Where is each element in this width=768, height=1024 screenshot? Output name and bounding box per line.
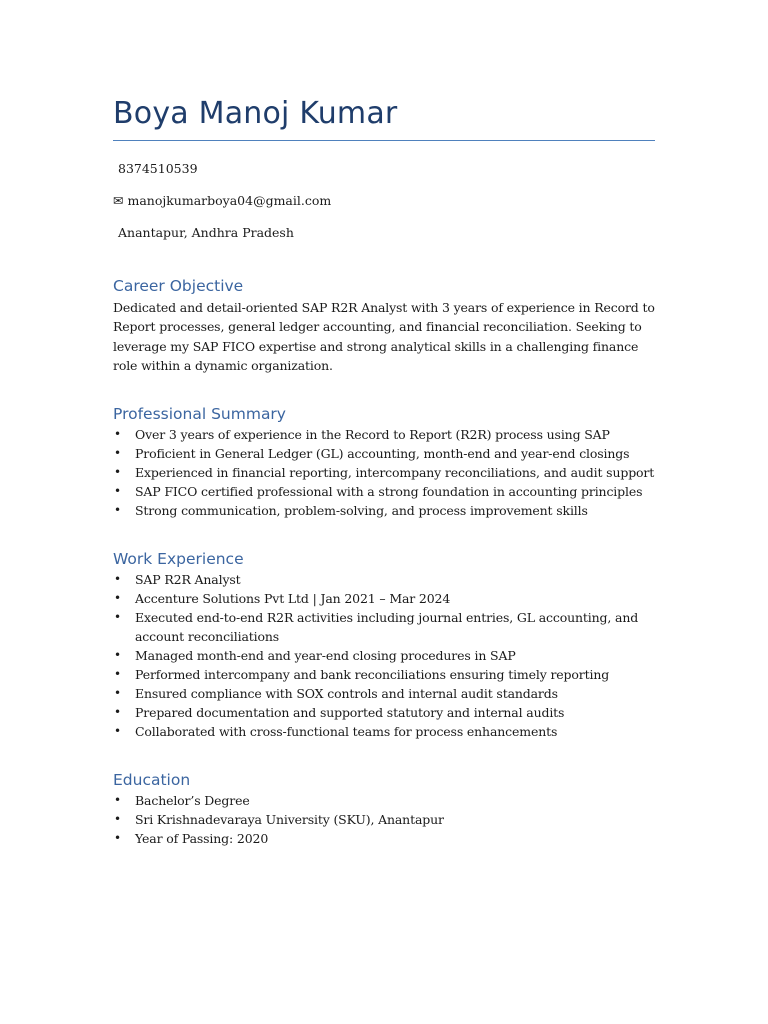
bullet-icon: • [114, 572, 121, 587]
list-item: • Proficient in General Ledger (GL) accounting, month-end and year-end closings [114, 446, 630, 462]
bullet-icon: • [114, 667, 121, 682]
list-item: • Performed intercompany and bank reconciliations ensuring timely reporting [114, 667, 610, 683]
email-address: manojkumarboya04@gmail.com [127, 193, 332, 208]
bullet-icon: • [114, 793, 121, 808]
list-item: • SAP FICO certified professional with a strong foundation in accounting principles [114, 484, 643, 500]
envelope-icon: ✉ [113, 193, 124, 208]
list-item: • Experienced in financial reporting, intercompany reconciliations, and audit support [114, 465, 655, 481]
list-item: • Year of Passing: 2020 [114, 831, 269, 847]
professional-summary-list [113, 425, 655, 520]
list-item: • Accenture Solutions Pvt Ltd | Jan 2021 – Mar 2024 [114, 591, 451, 607]
location: Anantapur, Andhra Pradesh [118, 225, 294, 240]
work-experience-heading: Work Experience [113, 550, 244, 569]
list-item: • SAP R2R Analyst [114, 572, 241, 588]
email-line [113, 193, 655, 209]
bullet-icon: • [114, 427, 121, 442]
list-item: • Executed end-to-end R2R activities including journal entries, GL accounting, and account reconciliations [114, 610, 639, 645]
bullet-icon: • [114, 686, 121, 701]
bullet-icon: • [114, 705, 121, 720]
resume-page [113, 92, 655, 848]
bullet-icon: • [114, 591, 121, 606]
candidate-name: Boya Manoj Kumar [113, 96, 398, 131]
career-objective-text: Dedicated and detail-oriented SAP R2R Analyst with 3 years of experience in Record to Report processes, general ledger accounting, and financial reconciliation. Seeking to leverage my SAP FICO expertise and strong analytical skills in a challenging finance role within a dynamic organization. [113, 300, 655, 373]
bullet-icon: • [114, 503, 121, 518]
list-item: • Managed month-end and year-end closing procedures in SAP [114, 648, 516, 664]
phone-number: 8374510539 [118, 161, 198, 176]
career-objective-heading: Career Objective [113, 277, 244, 295]
list-item: • Collaborated with cross-functional teams for process enhancements [114, 724, 558, 740]
professional-summary-heading: Professional Summary [113, 405, 286, 424]
bullet-icon: • [114, 484, 121, 499]
list-item: • Over 3 years of experience in the Record to Report (R2R) process using SAP [114, 427, 610, 443]
education-list [113, 791, 655, 848]
list-item: • Sri Krishnadevaraya University (SKU), Anantapur [114, 812, 444, 828]
bullet-icon: • [114, 446, 121, 461]
list-item: • Ensured compliance with SOX controls and internal audit standards [114, 686, 558, 702]
list-item: • Strong communication, problem-solving, and process improvement skills [114, 503, 588, 519]
list-item: • Prepared documentation and supported statutory and internal audits [114, 705, 565, 721]
list-item: • Bachelor’s Degree [114, 793, 250, 809]
work-experience-list [113, 570, 655, 741]
title-divider [113, 140, 655, 141]
bullet-icon: • [114, 831, 121, 846]
bullet-icon: • [114, 812, 121, 827]
bullet-icon: • [114, 648, 121, 663]
bullet-icon: • [114, 724, 121, 739]
bullet-icon: • [114, 610, 121, 625]
education-heading: Education [113, 771, 191, 790]
bullet-icon: • [114, 465, 121, 480]
